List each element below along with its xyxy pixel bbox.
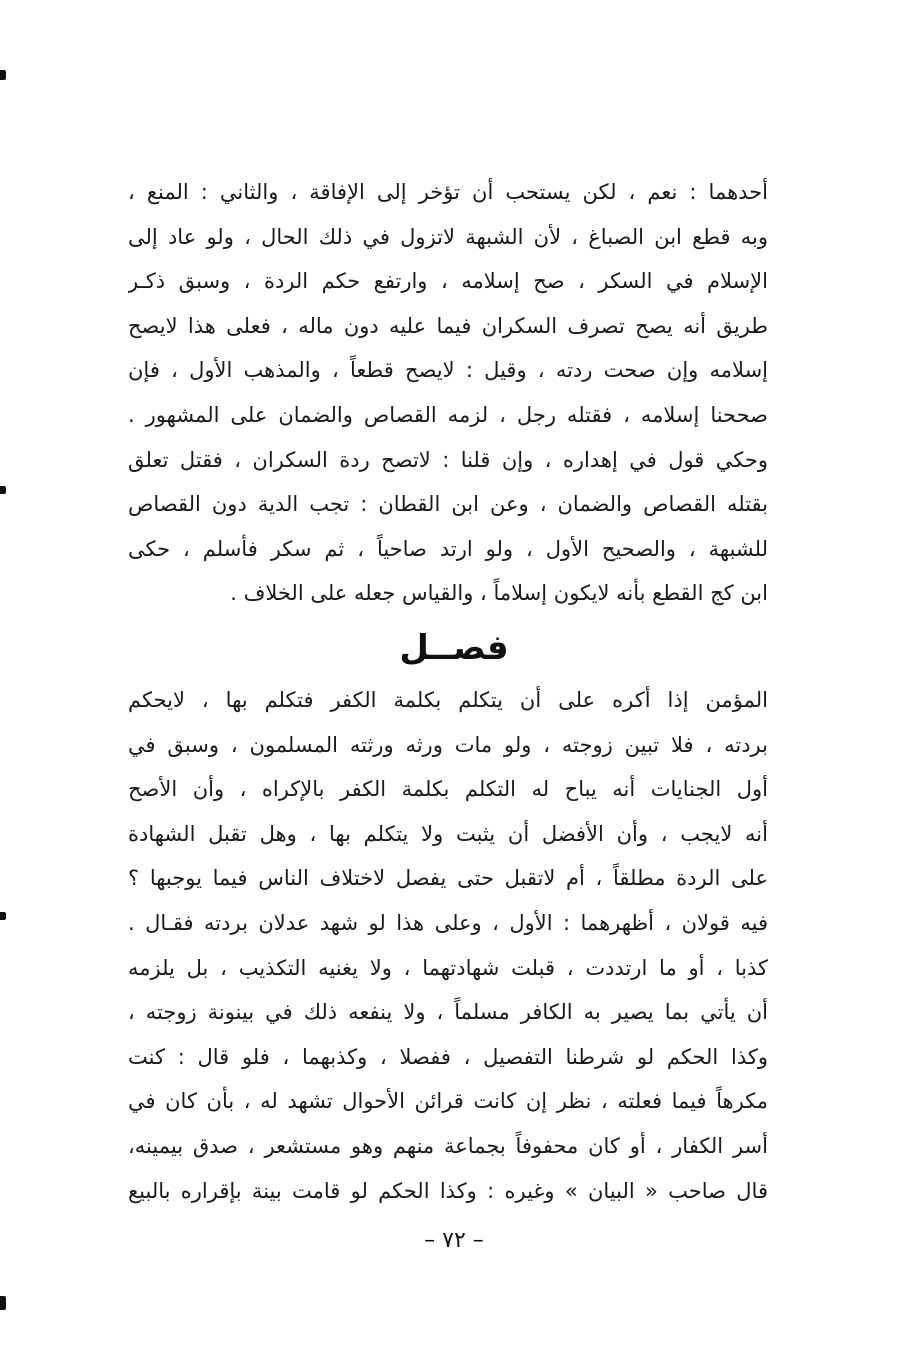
paragraph-1 xyxy=(128,170,768,616)
text-line: إسلامه وإن صحت ردته ، وقيل : لايصح قطعاً ، والمذهب الأول ، فإن xyxy=(128,358,768,383)
text-line: وحكي قول في إهداره ، وإن قلنا : لاتصح ردة السكران ، فقتل تعلق xyxy=(128,447,768,472)
scan-edge-mark xyxy=(0,70,6,80)
paragraph-2 xyxy=(128,678,768,1213)
text-line: بردته ، فلا تبين زوجته ، ولو مات ورثه ورثته المسلمون ، وسبق في xyxy=(128,732,768,757)
text-line: أنه لايجب ، وأن الأفضل أن يثبت ولا يتكلم بها ، وهل تقبل الشهادة xyxy=(128,821,768,846)
text-line: قال صاحب « البيان » وغيره : وكذا الحكم لو قامت بينة بإقراره بالبيع xyxy=(128,1178,768,1203)
text-line: فيه قولان ، أظهرهما : الأول ، وعلى هذا لو شهد عدلان بردته فقـال . xyxy=(128,910,768,935)
text-line: أحدهما : نعم ، لكن يستحب أن تؤخر إلى الإفاقة ، والثاني : المنع ، xyxy=(128,180,768,204)
text-line: وبه قطع ابن الصباغ ، لأن الشبهة لاتزول في ذلك الحال ، ولو عاد إلى xyxy=(128,224,768,249)
text-line: أسر الكفار ، أو كان محفوفاً بجماعة منهم وهو مستشعر ، صدق بيمينه، xyxy=(128,1133,768,1158)
text-line: أن يأتي بما يصير به الكافر مسلماً ، ولا ينفعه ذلك في بينونة زوجته ، xyxy=(128,1000,768,1025)
section-heading: فصــل xyxy=(399,628,509,668)
text-line: بقتله القصاص والضمان ، وعن ابن القطان : تجب الدية دون القصاص xyxy=(128,492,768,517)
text-line: الإسلام في السكر ، صح إسلامه ، وارتفع حكم الردة ، وسبق ذكـر xyxy=(128,269,768,294)
text-line: كذبا ، أو ما ارتددت ، قبلت شهادتهما ، ولا يغنيه التكذيب ، بل يلزمه xyxy=(128,955,768,980)
text-line: صححنا إسلامه ، فقتله رجل ، لزمه القصاص والضمان على المشهور . xyxy=(128,402,768,427)
page-number: – ٧٢ – xyxy=(424,1228,484,1253)
text-line: أول الجنايات أنه يباح له التكلم بكلمة الكفر بالإكراه ، وأن الأصح xyxy=(128,777,768,802)
text-line: مكرهاً فيما فعلته ، نظر إن كانت قرائن الأحوال تشهد له ، بأن كان في xyxy=(128,1089,768,1114)
scan-edge-mark xyxy=(0,486,6,494)
text-line: ابن كج القطع بأنه لايكون إسلاماً ، والقياس جعله على الخلاف . xyxy=(230,581,768,606)
text-line: وكذا الحكم لو شرطنا التفصيل ، ففصلا ، وكذبهما ، فلو قال : كنت xyxy=(128,1044,768,1069)
scan-edge-mark xyxy=(0,1296,6,1310)
text-line: المؤمن إذا أكره على أن يتكلم بكلمة الكفر فتكلم بها ، لايحكم xyxy=(128,688,768,712)
scan-edge-mark xyxy=(0,912,6,920)
text-line: طريق أنه يصح تصرف السكران فيما عليه دون ماله ، فعلى هذا لايصح xyxy=(128,313,768,338)
text-line: على الردة مطلقاً ، أم لاتقبل حتى يفصل لاختلاف الناس فيما يوجبها ؟ xyxy=(128,866,768,891)
text-line: للشبهة ، والصحيح الأول ، ولو ارتد صاحياً ، ثم سكر فأسلم ، حكى xyxy=(128,536,768,561)
